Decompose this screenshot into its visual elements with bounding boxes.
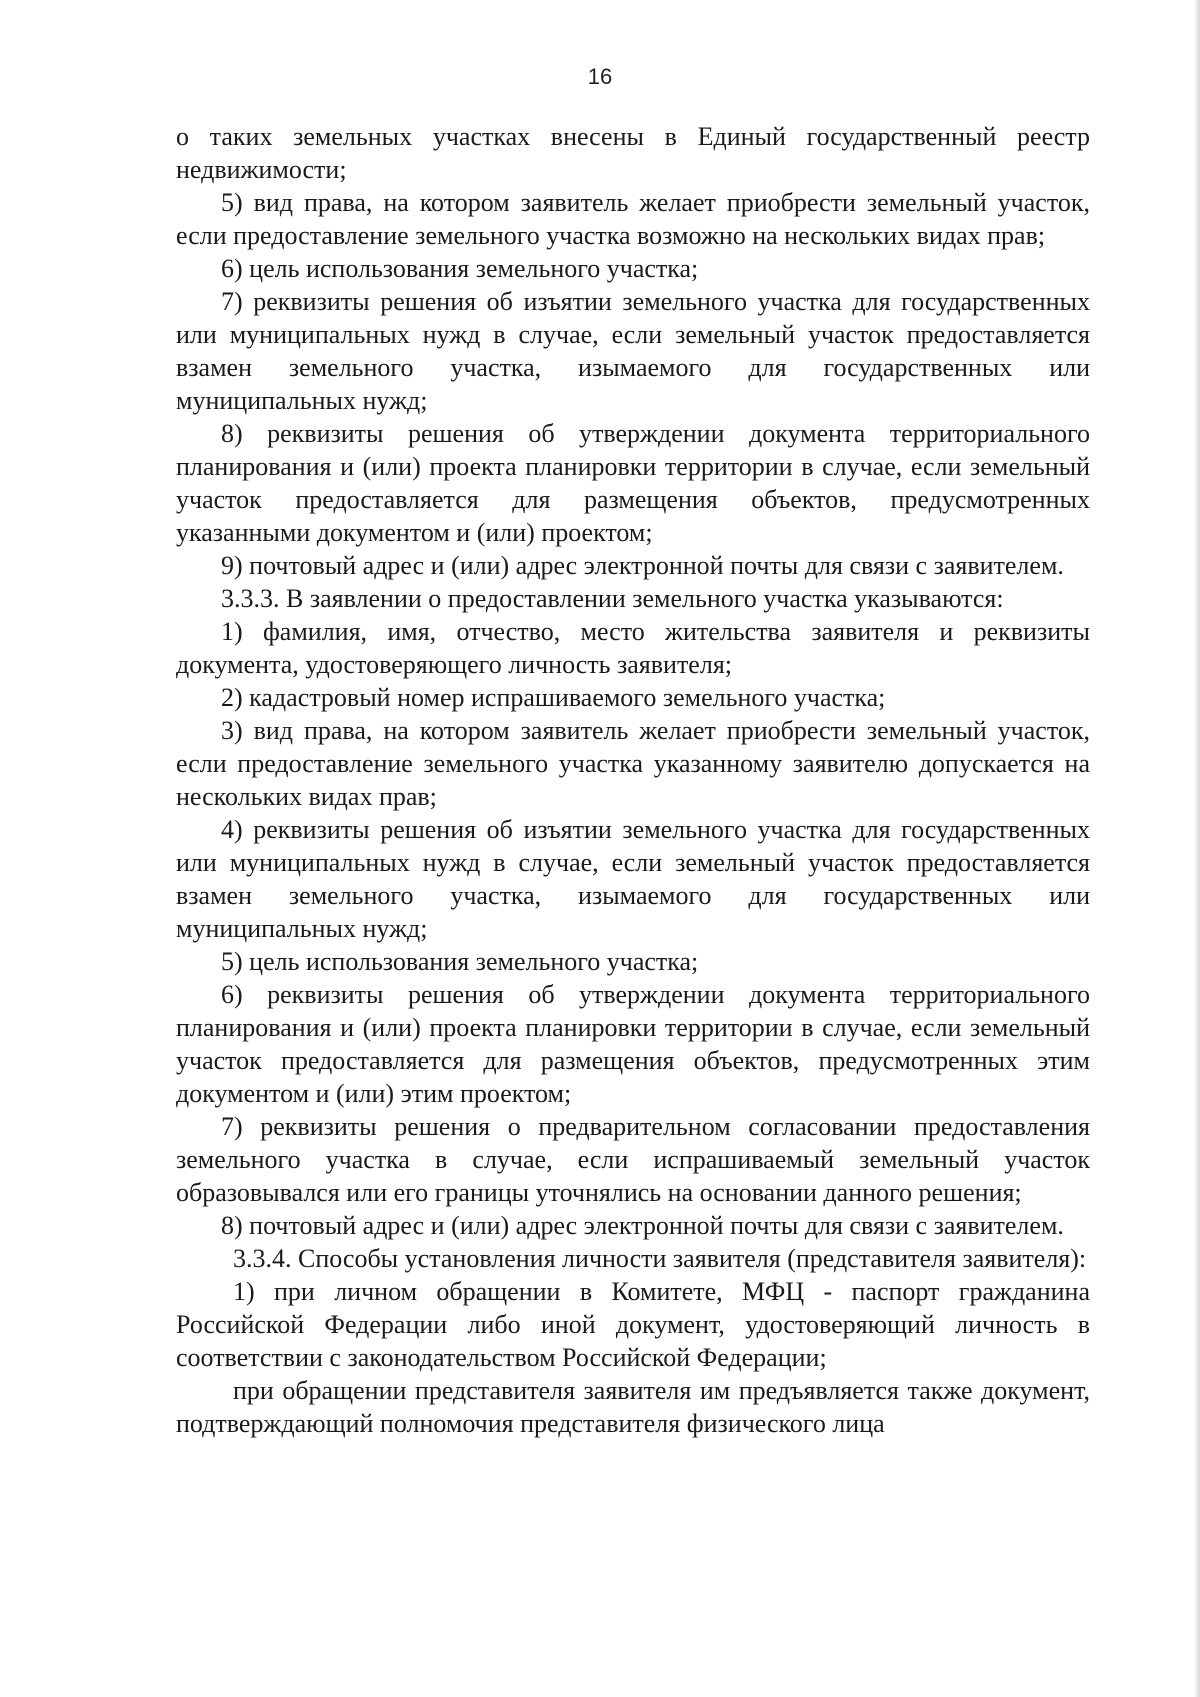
paragraph: 4) реквизиты решения об изъятии земельного участка для государственных или муниципальных нужд в случае, если земельный участок предоставляется взамен земельного участка, изымаемого для государственных или муниципальных нужд; xyxy=(176,815,1090,943)
paragraph: 8) почтовый адрес и (или) адрес электронной почты для связи с заявителем. xyxy=(221,1211,1064,1240)
document-body xyxy=(176,120,1090,1440)
paragraph: 1) при личном обращении в Комитете, МФЦ - паспорт гражданина Российской Федерации либо иной документ, удостоверяющий личность в соответствии с законодательством Российской Федерации; xyxy=(176,1277,1090,1372)
section-heading-3-3-4: 3.3.4. Способы установления личности заявителя (представителя заявителя): xyxy=(233,1244,1087,1273)
paragraph: 6) реквизиты решения об утверждении документа территориального планирования и (или) проекта планировки территории в случае, если земельный участок предоставляется для размещения объектов, предусмотренных этим документом и (или) этим проектом; xyxy=(176,980,1090,1108)
paragraph: 1) фамилия, имя, отчество, место жительства заявителя и реквизиты документа, удостоверяющего личность заявителя; xyxy=(176,617,1090,679)
paragraph: 6) цель использования земельного участка; xyxy=(221,254,699,283)
section-heading-3-3-3: 3.3.3. В заявлении о предоставлении земельного участка указываются: xyxy=(221,584,1004,613)
paragraph: 7) реквизиты решения об изъятии земельного участка для государственных или муниципальных нужд в случае, если земельный участок предоставляется взамен земельного участка, изымаемого для государственных или муниципальных нужд; xyxy=(176,287,1090,415)
paragraph: 7) реквизиты решения о предварительном согласовании предоставления земельного участка в случае, если испрашиваемый земельный участок образовывался или его границы уточнялись на основании данного решения; xyxy=(176,1112,1090,1207)
paragraph: при обращении представителя заявителя им предъявляется также документ, подтверждающий полномочия представителя физического лица xyxy=(176,1376,1090,1438)
paragraph: 2) кадастровый номер испрашиваемого земельного участка; xyxy=(221,683,886,712)
paragraph: о таких земельных участках внесены в Единый государственный реестр недвижимости; xyxy=(176,122,1090,184)
page-edge-shadow xyxy=(1194,0,1200,1697)
paragraph: 5) вид права, на котором заявитель желает приобрести земельный участок, если предоставление земельного участка возможно на нескольких видах прав; xyxy=(176,188,1090,250)
paragraph: 8) реквизиты решения об утверждении документа территориального планирования и (или) проекта планировки территории в случае, если земельный участок предоставляется для размещения объектов, предусмотренных указанными документом и (или) проектом; xyxy=(176,419,1090,547)
paragraph: 5) цель использования земельного участка; xyxy=(221,947,699,976)
paragraph: 9) почтовый адрес и (или) адрес электронной почты для связи с заявителем. xyxy=(221,551,1064,580)
paragraph: 3) вид права, на котором заявитель желает приобрести земельный участок, если предоставление земельного участка указанному заявителю допускается на нескольких видах прав; xyxy=(176,716,1090,811)
page-number: 16 xyxy=(587,64,613,89)
